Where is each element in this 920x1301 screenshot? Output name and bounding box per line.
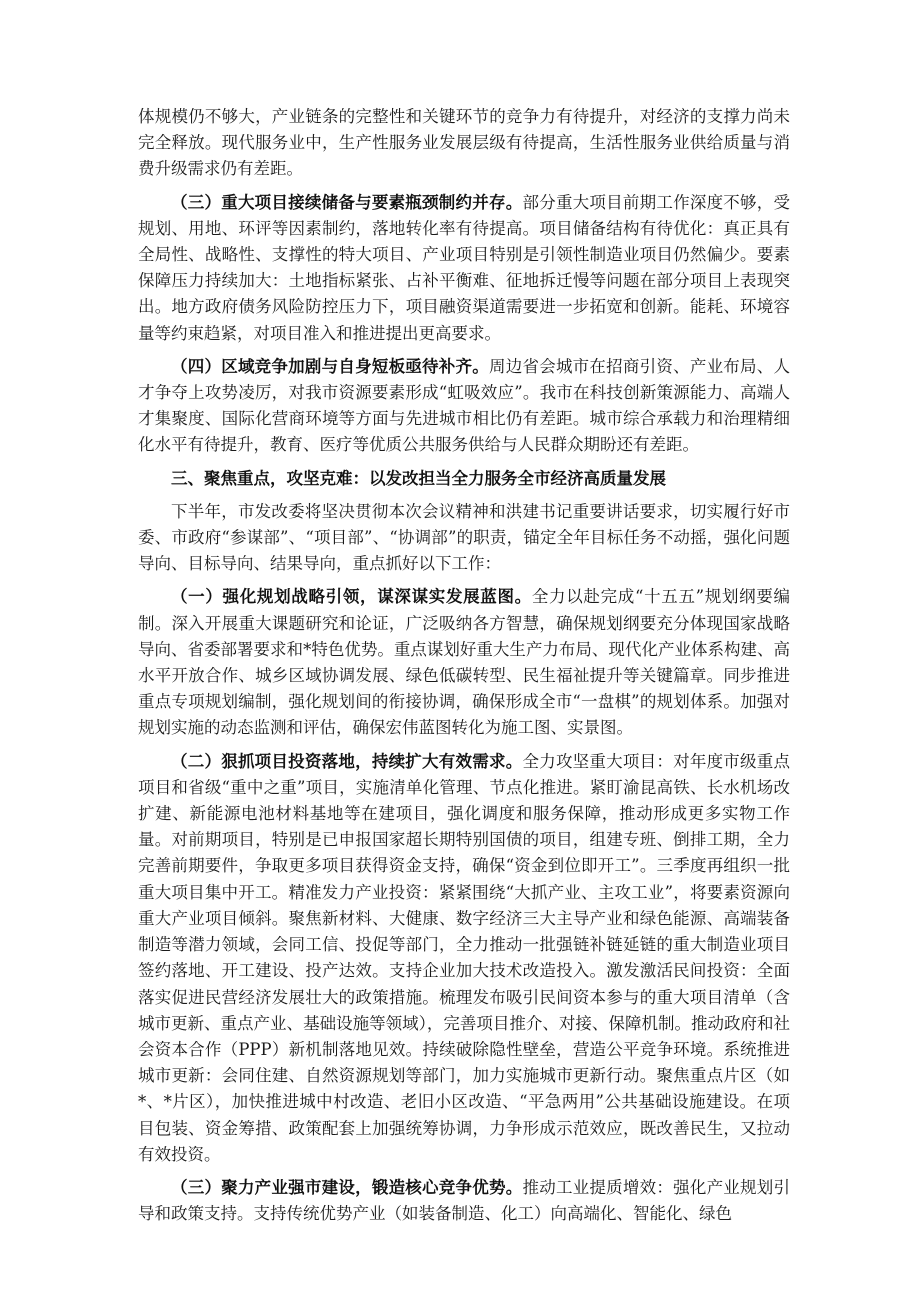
paragraph-text: 全力攻坚重大项目：对年度市级重点项目和省级“重中之重”项目，实施清单化管理、节点化推进。紧盯渝昆高铁、长水机场改扩建、新能源电池材料基地等在建项目，强化调度和服务保障，推动形成更多实物工作量。对前期项目，特别是已申报国家超长期特别国债的项目，组建专班、倒排工期，全力完善前期要件，争取更多项目获得资金支持，确保“资金到位即开工”。三季度再组织一批重大项目集中开工。精准发力产业投资：紧紧围绕“大抓产业、主攻工业”，将要素资源向重大产业项目倾斜。聚焦新材料、大健康、数字经济三大主导产业和绿色能源、高端装备制造等潜力领域，会同工信、投促等部门，全力推动一批强链补链延链的重大制造业项目签约落地、开工建设、投产达效。支持企业加大技术改造投入。激发激活民间投资：全面落实促进民营经济发展壮大的政策措施。梳理发布吸引民间资本参与的重大项目清单（含城市更新、重点产业、基础设施等领域），完善项目推介、对接、保障机制。推动政府和社会资本合作（PPP）新机制落地见效。持续破除隐性壁垒，营造公平竞争环境。系统推进城市更新：会同住建、自然资源规划等部门，加力实施城市更新行动。聚焦重点片区（如*、*片区），加快推进城中村改造、老旧小区改造、“平急两用”公共基础设施建设。在项目包装、资金筹措、政策配套上加强统筹协调，力争形成示范效应，既改善民生，又拉动有效投资。 [138,751,791,1164]
paragraph-text: 周边省会城市在招商引资、产业布局、人才争夺上攻势凌厉，对我市资源要素形成“虹吸效应”。我市在科技创新策源能力、高端人才集聚度、国际化营商环境等方面与先进城市相比仍有差距。城市综合承载力和治理精细化水平有待提升，教育、医疗等优质公共服务供给与人民群众期盼还有差距。 [138,356,791,455]
paragraph-text: 下半年，市发改委将坚决贯彻本次会议精神和洪建书记重要讲话要求，切实履行好市委、市政府“参谋部”、“项目部”、“协调部”的职责，锚定全年目标任务不动摇，强化问题导向、目标导向、结果导向，重点抓好以下工作： [138,501,790,574]
paragraph-lead: （二）狠抓项目投资落地，持续扩大有效需求。 [171,751,523,771]
section-intro [138,499,790,578]
paragraph-text: 全力以赴完成“十五五”规划纲要编制。深入开展重大课题研究和论证，广泛吸纳各方智慧，确保规划纲要充分体现国家战略导向、省委部署要求和*特色优势。重点谋划好重大生产力布局、现代化产业体系构建、高水平开放合作、城乡区域协调发展、绿色低碳转型、民生福祉提升等关键篇章。同步推进重点专项规划编制，强化规划间的衔接协调，确保形成全市“一盘棋”的规划体系。加强对规划实施的动态监测和评估，确保宏伟蓝图转化为施工图、实景图。 [138,587,791,738]
paragraph-item-4 [138,354,790,459]
section-item-2 [138,749,790,1168]
paragraph-lead: （三）聚力产业强市建设，锻造核心竞争优势。 [171,1177,523,1197]
section-item-1 [138,584,790,741]
paragraph-lead: （一）强化规划战略引领，谋深谋实发展蓝图。 [171,587,532,607]
paragraph-item-3 [138,190,790,347]
paragraph-text: 推动工业提质增效：强化产业规划引导和政策支持。支持传统优势产业（如装备制造、化工）向高端化、智能化、绿色 [138,1177,791,1224]
section-heading: 三、聚焦重点，攻坚克难：以发改担当全力服务全市经济高质量发展 [171,468,666,488]
paragraph-text: 体规模仍不够大，产业链条的完整性和关键环节的竞争力有待提升，对经济的支撑力尚未完全释放。现代服务业中，生产性服务业发展层级有待提高，生活性服务业供给质量与消费升级需求仍有差距。 [138,107,790,179]
paragraph-continuation [138,104,790,183]
document-page [138,104,790,1234]
section-item-3 [138,1175,790,1227]
paragraph-lead: （四）区域竞争加剧与自身短板亟待补齐。 [171,356,489,376]
paragraph-lead: （三）重大项目接续储备与要素瓶颈制约并存。 [171,192,523,212]
paragraph-text: 部分重大项目前期工作深度不够，受规划、用地、环评等因素制约，落地转化率有待提高。项目储备结构有待优化：真正具有全局性、战略性、支撑性的特大项目、产业项目特别是引领性制造业项目仍然偏少。要素保障压力持续加大：土地指标紧张、占补平衡难、征地拆迁慢等问题在部分项目上表现突出。地方政府债务风险防控压力下，项目融资渠道需要进一步拓宽和创新。能耗、环境容量等约束趋紧，对项目准入和推进提出更高要求。 [138,192,791,343]
